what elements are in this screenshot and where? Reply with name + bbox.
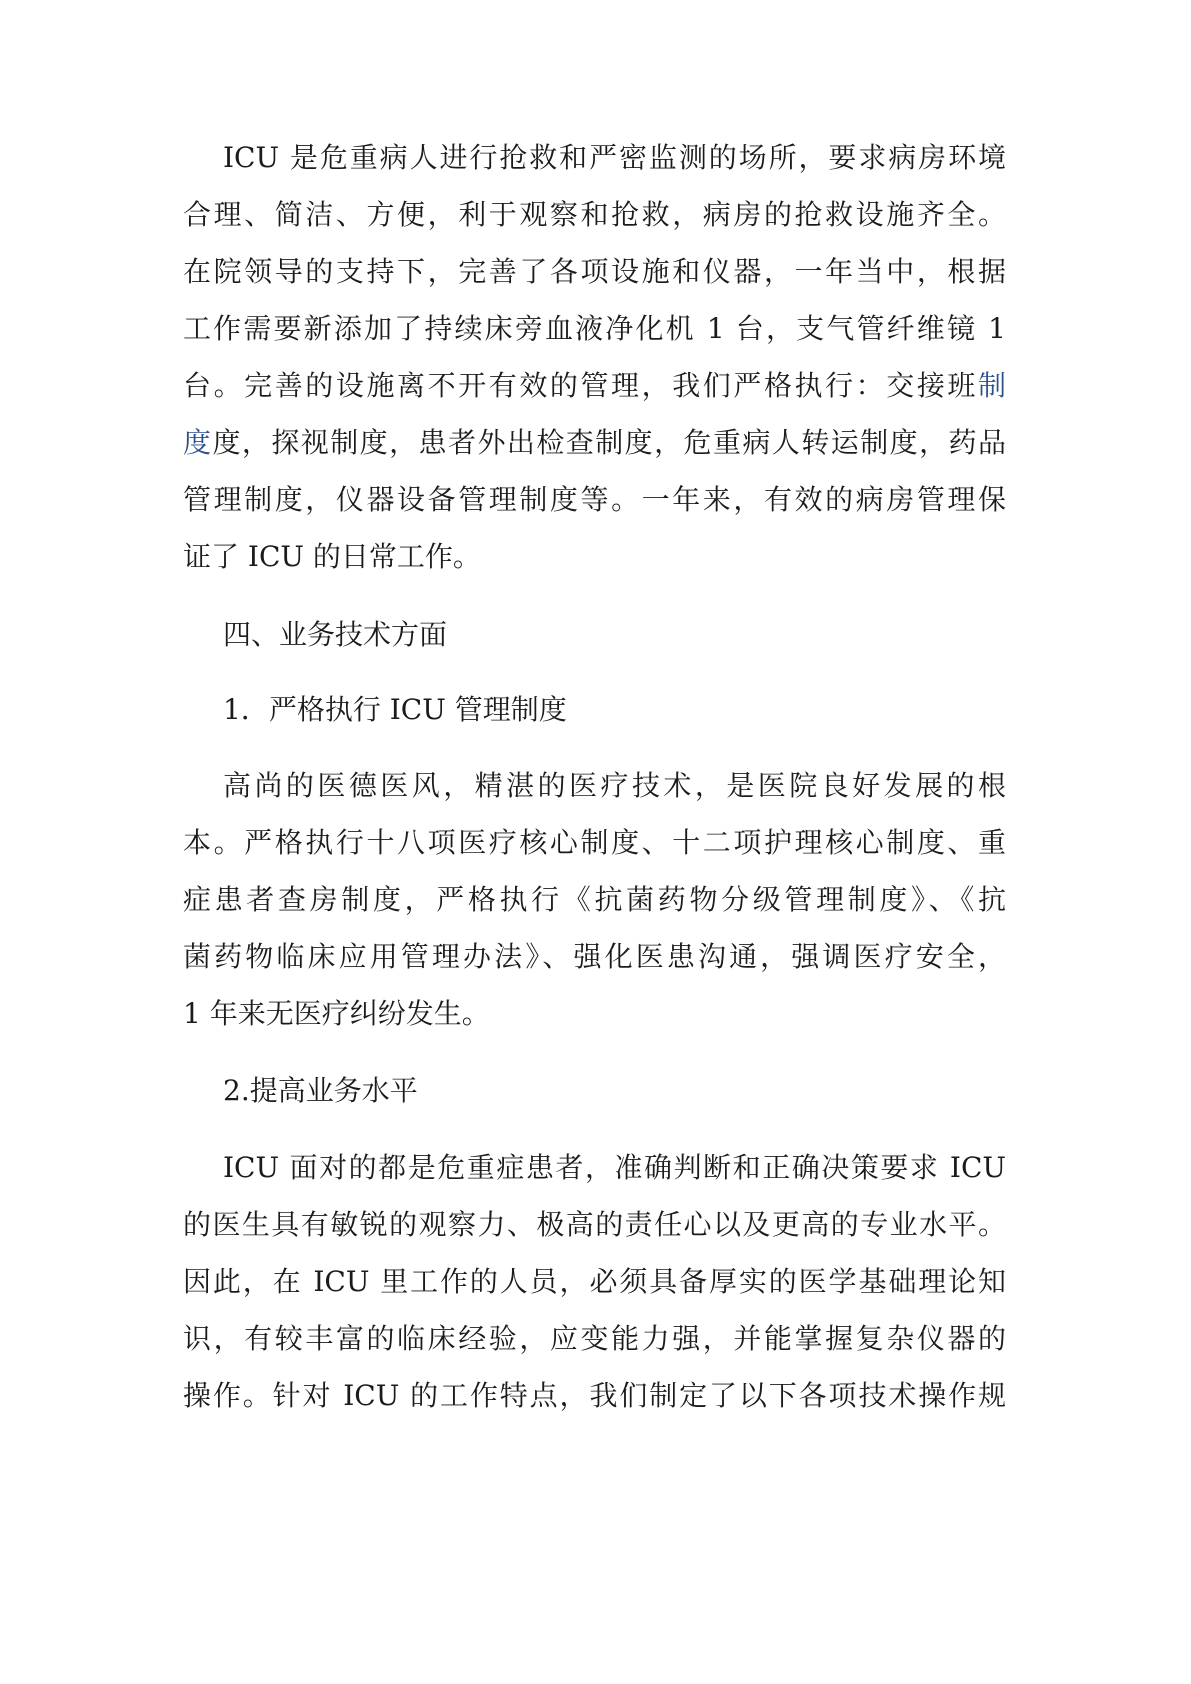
paragraph-line: 本。严格执行十八项医疗核心制度、十二项护理核心制度、重 bbox=[183, 826, 1006, 859]
paragraph-line: ICU 是危重病人进行抢救和严密监测的场所，要求病房环境 bbox=[223, 141, 1006, 174]
paragraph-text: 台。完善的设施离不开有效的管理，我们严格执行：交接班 bbox=[183, 369, 978, 402]
paragraph-line: 的医生具有敏锐的观察力、极高的责任心以及更高的专业水平。 bbox=[183, 1208, 1006, 1241]
paragraph-line: 菌药物临床应用管理办法》、强化医患沟通，强调医疗安全， bbox=[183, 940, 1006, 973]
paragraph-text: 度，探视制度，患者外出检查制度，危重病人转运制度，药品 bbox=[212, 426, 1006, 459]
subsection-heading: 2.提高业务水平 bbox=[223, 1074, 418, 1107]
paragraph-line: 工作需要新添加了持续床旁血液净化机 1 台，支气管纤维镜 1 bbox=[183, 312, 1006, 345]
paragraph-line: 证了 ICU 的日常工作。 bbox=[183, 540, 481, 573]
paragraph-line: 1 年来无医疗纠纷发生。 bbox=[183, 997, 490, 1030]
section-heading: 四、业务技术方面 bbox=[223, 618, 448, 651]
paragraph-line: 高尚的医德医风，精湛的医疗技术，是医院良好发展的根 bbox=[223, 769, 1006, 802]
paragraph-line: 症患者查房制度，严格执行《抗菌药物分级管理制度》、《抗 bbox=[183, 883, 1006, 916]
subsection-heading: 1．严格执行 ICU 管理制度 bbox=[223, 693, 567, 726]
paragraph-line: ICU 面对的都是危重症患者，准确判断和正确决策要求 ICU bbox=[223, 1151, 1006, 1184]
paragraph-line: 因此，在 ICU 里工作的人员，必须具备厚实的医学基础理论知 bbox=[183, 1265, 1006, 1298]
paragraph-line bbox=[183, 364, 1006, 408]
paragraph-line: 在院领导的支持下，完善了各项设施和仪器，一年当中，根据 bbox=[183, 255, 1006, 288]
paragraph-line: 管理制度，仪器设备管理制度等。一年来，有效的病房管理保 bbox=[183, 483, 1006, 516]
hyperlink-continuation[interactable]: 度 bbox=[183, 426, 213, 459]
paragraph-line: 识，有较丰富的临床经验，应变能力强，并能掌握复杂仪器的 bbox=[183, 1322, 1006, 1355]
paragraph-line bbox=[183, 421, 1006, 465]
paragraph-line: 合理、简洁、方便，利于观察和抢救，病房的抢救设施齐全。 bbox=[183, 198, 1006, 231]
hyperlink[interactable]: 制 bbox=[977, 369, 1006, 402]
paragraph-line: 操作。针对 ICU 的工作特点，我们制定了以下各项技术操作规 bbox=[183, 1379, 1006, 1412]
